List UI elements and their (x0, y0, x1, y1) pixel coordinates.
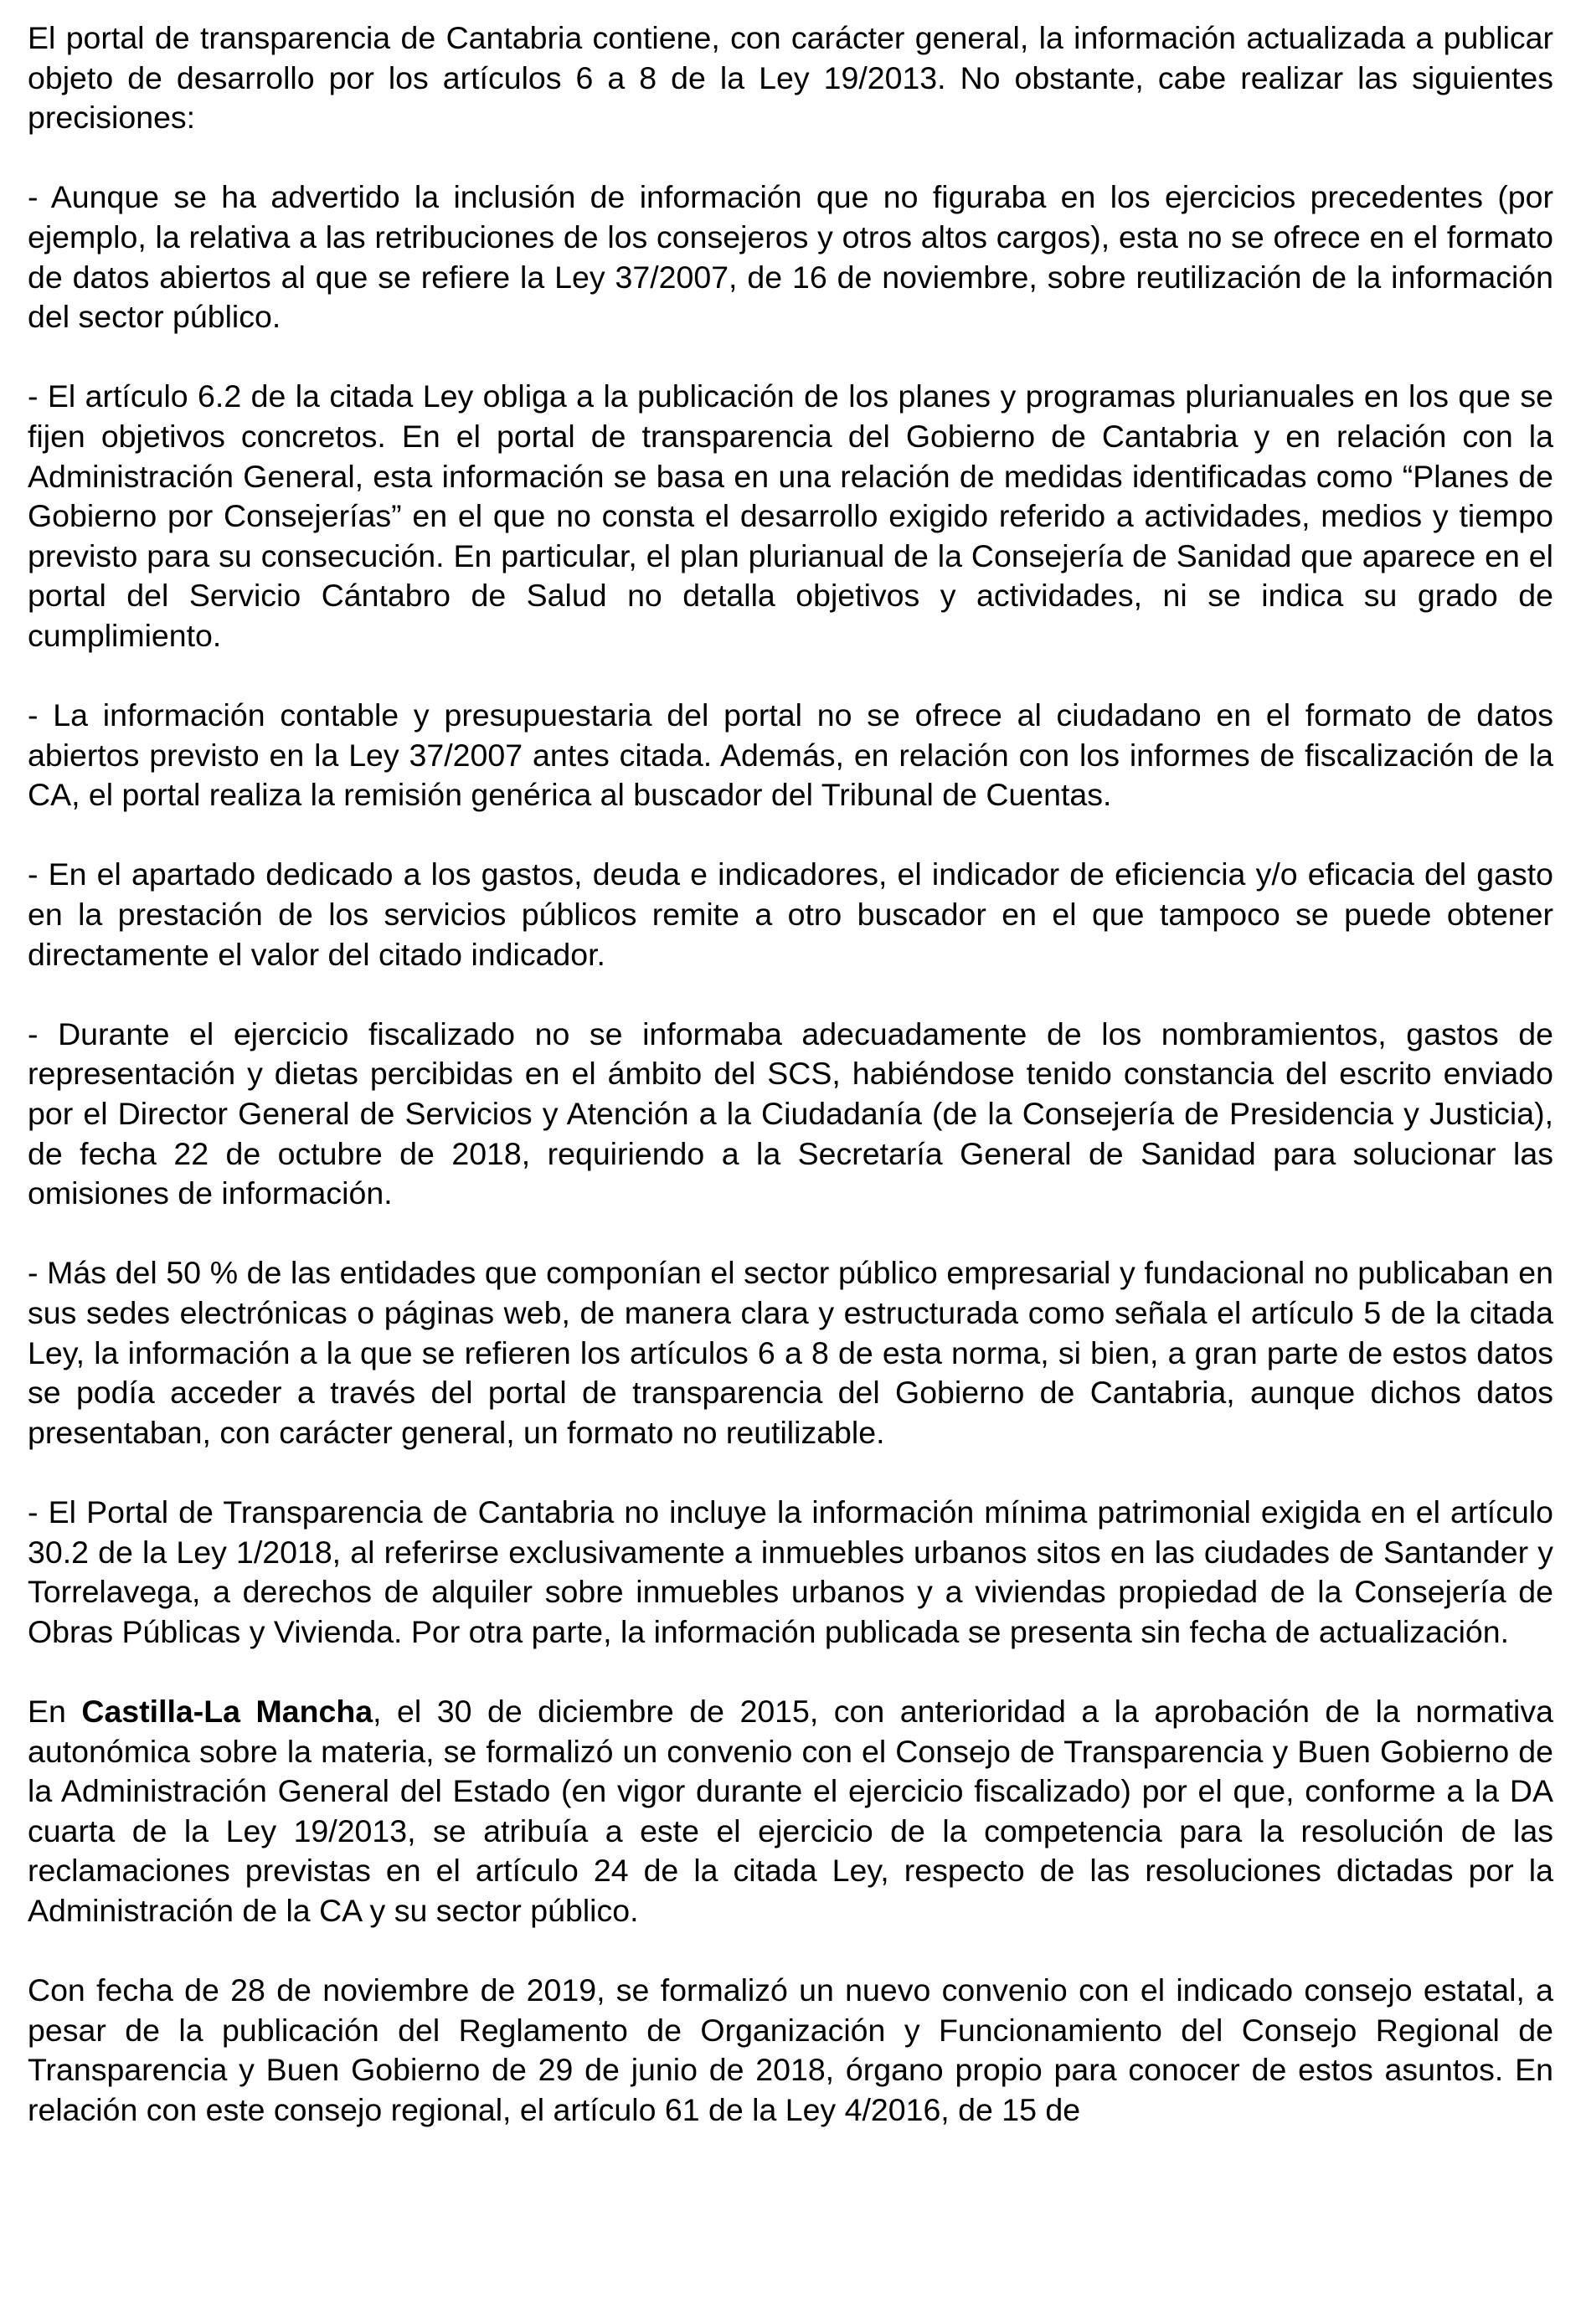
paragraph-castilla-la-mancha (28, 1692, 1553, 1931)
paragraph-public-entities: - Más del 50 % de las entidades que componían el sector público empresarial y fundacional no publicaban en sus sedes electrónicas o páginas web, de manera clara y estructurada como señala el artículo 5 de la citada Ley, la información a la que se refieren los artículos 6 a 8 de esta norma, si bien, a gran parte de estos datos se podía acceder a través del portal de transparencia del Gobierno de Cantabria, aunque dichos datos presentaban, con carácter general, un formato no reutilizable. (28, 1255, 1553, 1450)
paragraph-multiannual-plans: - El artículo 6.2 de la citada Ley obliga a la publicación de los planes y programas plurianuales en los que se fijen objetivos concretos. En el portal de transparencia del Gobierno de Cantabria y en relación con la Administración General, esta información se basa en una relación de medidas identificadas como “Planes de Gobierno por Consejerías” en el que no consta el desarrollo exigido referido a actividades, medios y tiempo previsto para su consecución. En particular, el plan plurianual de la Consejería de Sanidad que aparece en el portal del Servicio Cántabro de Salud no detalla objetivos y actividades, ni se indica su grado de cumplimiento. (28, 378, 1553, 653)
paragraph-cantabria-intro: El portal de transparencia de Cantabria contiene, con carácter general, la información actualizada a publicar objeto de desarrollo por los artículos 6 a 8 de la Ley 19/2013. No obstante, cabe realizar las siguientes precisiones: (28, 20, 1553, 136)
paragraph-new-agreement: Con fecha de 28 de noviembre de 2019, se formalizó un nuevo convenio con el indicado consejo estatal, a pesar de la publicación del Reglamento de Organización y Funcionamiento del Consejo Regional de Transparencia y Buen Gobierno de 29 de junio de 2018, órgano propio para conocer de estos asuntos. En relación con este consejo regional, el artículo 61 de la Ley 4/2016, de 15 de (28, 1972, 1553, 2127)
paragraph-body: , el 30 de diciembre de 2015, con anterioridad a la aprobación de la normativa autonómica sobre la materia, se formalizó un convenio con el Consejo de Transparencia y Buen Gobierno de la Administración General del Estado (en vigor durante el ejercicio fiscalizado) por el que, conforme a la DA cuarta de la Ley 19/2013, se atribuía a este el ejercicio de la competencia para la resolución de las reclamaciones previstas en el artículo 24 de la citada Ley, respecto de las resoluciones dictadas por la Administración de la CA y su sector público. (28, 1693, 1553, 1928)
paragraph-expense-indicators: - En el apartado dedicado a los gastos, deuda e indicadores, el indicador de eficiencia y/o eficacia del gasto en la prestación de los servicios públicos remite a otro buscador en el que tampoco se puede obtener directamente el valor del citado indicador. (28, 856, 1553, 972)
paragraph-open-data-format: - Aunque se ha advertido la inclusión de información que no figuraba en los ejercicios precedentes (por ejemplo, la relativa a las retribuciones de los consejeros y otros altos cargos), esta no se ofrece en el formato de datos abiertos al que se refiere la Ley 37/2007, de 16 de noviembre, sobre reutilización de la información del sector público. (28, 179, 1553, 335)
paragraph-scs-appointments: - Durante el ejercicio fiscalizado no se informaba adecuadamente de los nombramientos, gastos de representación y dietas percibidas en el ámbito del SCS, habiéndose tenido constancia del escrito enviado por el Director General de Servicios y Atención a la Ciudadanía (de la Consejería de Presidencia y Justicia), de fecha 22 de octubre de 2018, requiriendo a la Secretaría General de Sanidad para solucionar las omisiones de información. (28, 1015, 1553, 1211)
paragraph-patrimonial-information: - El Portal de Transparencia de Cantabria no incluye la información mínima patrimonial exigida en el artículo 30.2 de la Ley 1/2018, al referirse exclusivamente a inmuebles urbanos sitos en las ciudades de Santander y Torrelavega, a derechos de alquiler sobre inmuebles urbanos y a viviendas propiedad de la Consejería de Obras Públicas y Vivienda. Por otra parte, la información publicada se presenta sin fecha de actualización. (28, 1494, 1553, 1649)
paragraph-budget-information: - La información contable y presupuestaria del portal no se ofrece al ciudadano en el formato de datos abiertos previsto en la Ley 37/2007 antes citada. Además, en relación con los informes de fiscalización de la CA, el portal realiza la remisión genérica al buscador del Tribunal de Cuentas. (28, 697, 1553, 813)
document-page (28, 18, 1553, 2130)
region-name-bold: Castilla-La Mancha (81, 1693, 373, 1729)
paragraph-prefix: En (28, 1693, 82, 1729)
